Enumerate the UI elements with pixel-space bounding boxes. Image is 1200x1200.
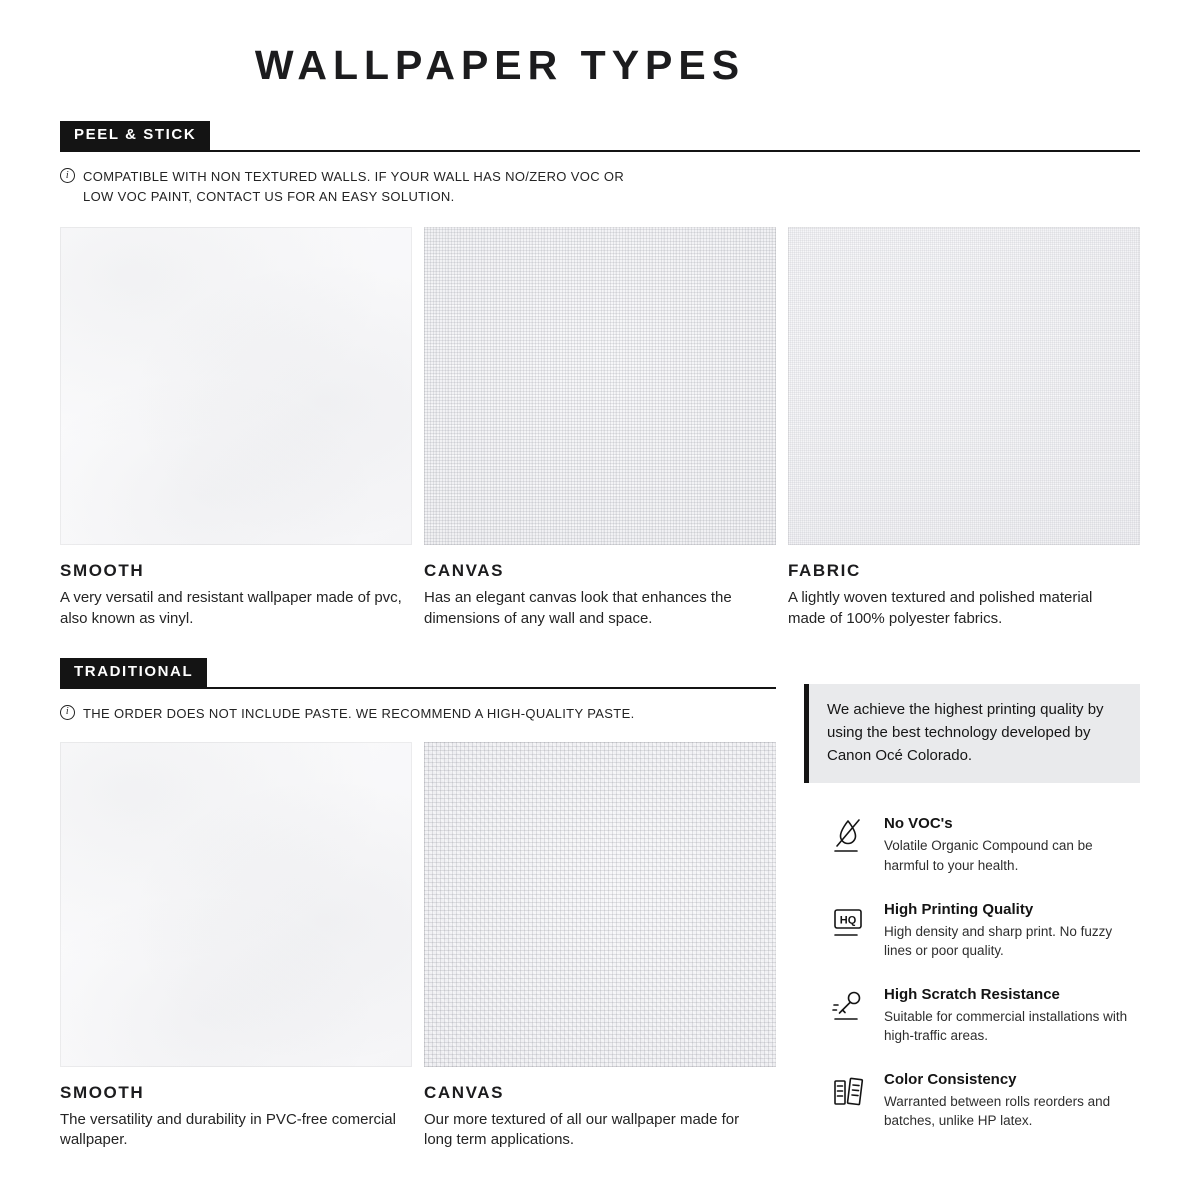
note-text: THE ORDER DOES NOT INCLUDE PASTE. WE RECOMMEND A HIGH-QUALITY PASTE. [83,705,635,721]
swatch-card-canvas [424,227,776,629]
feature-list [804,815,1140,1131]
quality-note-box [804,684,1140,784]
swatch-card-fabric [788,227,1140,629]
swatch-description: The versatility and durability in PVC-free comercial wallpaper. [60,1110,396,1149]
section-header-traditional [60,658,776,689]
feature-title: High Printing Quality [884,900,1034,918]
feature-item-color-consistency [828,1071,1140,1131]
swatch-caption [60,1083,412,1151]
section-label-traditional: TRADITIONAL [60,658,207,687]
feature-description: Suitable for commercial installations with high-traffic areas. [884,1008,1128,1044]
swatch-caption [424,561,776,629]
swatch-caption [60,561,412,629]
feature-title: High Scratch Resistance [884,985,1060,1003]
swatch-description: A very versatil and resistant wallpaper made of pvc, also known as vinyl. [60,589,402,627]
swatch-card-smooth [60,227,412,629]
info-icon: i [60,168,75,183]
texture-swatch-smooth [60,227,412,545]
swatch-name: FABRIC [788,561,861,581]
hq-icon [828,901,868,941]
texture-swatch-canvas-rough [424,742,776,1067]
feature-item-high-printing-quality [828,901,1140,961]
swatch-description: A lightly woven textured and polished material made of 100% polyester fabrics. [788,589,1093,627]
section-label-peel-stick: PEEL & STICK [60,121,210,150]
texture-swatch-fabric [788,227,1140,545]
texture-swatch-smooth [60,742,412,1067]
note-text: COMPATIBLE WITH NON TEXTURED WALLS. IF YOUR WALL HAS NO/ZERO VOC OR LOW VOC PAINT, CONTACT US FOR AN EASY SOLUTION. [83,169,625,205]
feature-item-scratch-resistance [828,986,1140,1046]
swatch-name: CANVAS [424,561,505,581]
traditional-swatch-row [60,742,776,1151]
feature-description: High density and sharp print. No fuzzy lines or poor quality. [884,923,1113,959]
feature-description: Volatile Organic Compound can be harmful to your health. [884,838,1093,873]
section-traditional [60,658,776,1152]
section-peel-stick [60,121,1140,630]
hq-icon-text: HQ [839,914,857,927]
feature-body [884,901,1134,961]
feature-description: Warranted between rolls reorders and batches, unlike HP latex. [884,1093,1111,1129]
peel-stick-note [60,167,1140,207]
swatch-name: SMOOTH [60,1082,145,1102]
feature-item-no-voc [828,815,1140,875]
section-header-peel-stick [60,121,1140,152]
bottom-area [60,658,1140,1152]
peel-stick-swatch-row [60,227,1140,629]
feature-title: Color Consistency [884,1070,1017,1088]
texture-swatch-canvas [424,227,776,545]
quality-column [804,658,1140,1152]
traditional-note [60,704,776,724]
feature-body [884,815,1134,875]
feature-title: No VOC's [884,815,953,833]
color-consistency-icon [828,1071,868,1111]
swatch-description: Has an elegant canvas look that enhances the dimensions of any wall and space. [424,589,732,627]
swatch-caption [788,561,1140,629]
info-icon: i [60,705,75,720]
no-voc-icon [828,815,868,855]
swatch-description: Our more textured of all our wallpaper made for long term applications. [424,1110,740,1149]
swatch-name: CANVAS [424,1082,505,1102]
swatch-card-canvas-traditional [424,742,776,1151]
quality-note-text: We achieve the highest printing quality by using the best technology developed by Canon Océ Colorado. [827,700,1104,765]
page-title: WALLPAPER TYPES [254,42,746,88]
swatch-name: SMOOTH [60,561,145,581]
feature-body [884,1071,1134,1131]
swatch-caption [424,1083,776,1151]
swatch-card-smooth-traditional [60,742,412,1151]
scratch-resistance-icon [828,986,868,1026]
feature-body [884,986,1134,1046]
